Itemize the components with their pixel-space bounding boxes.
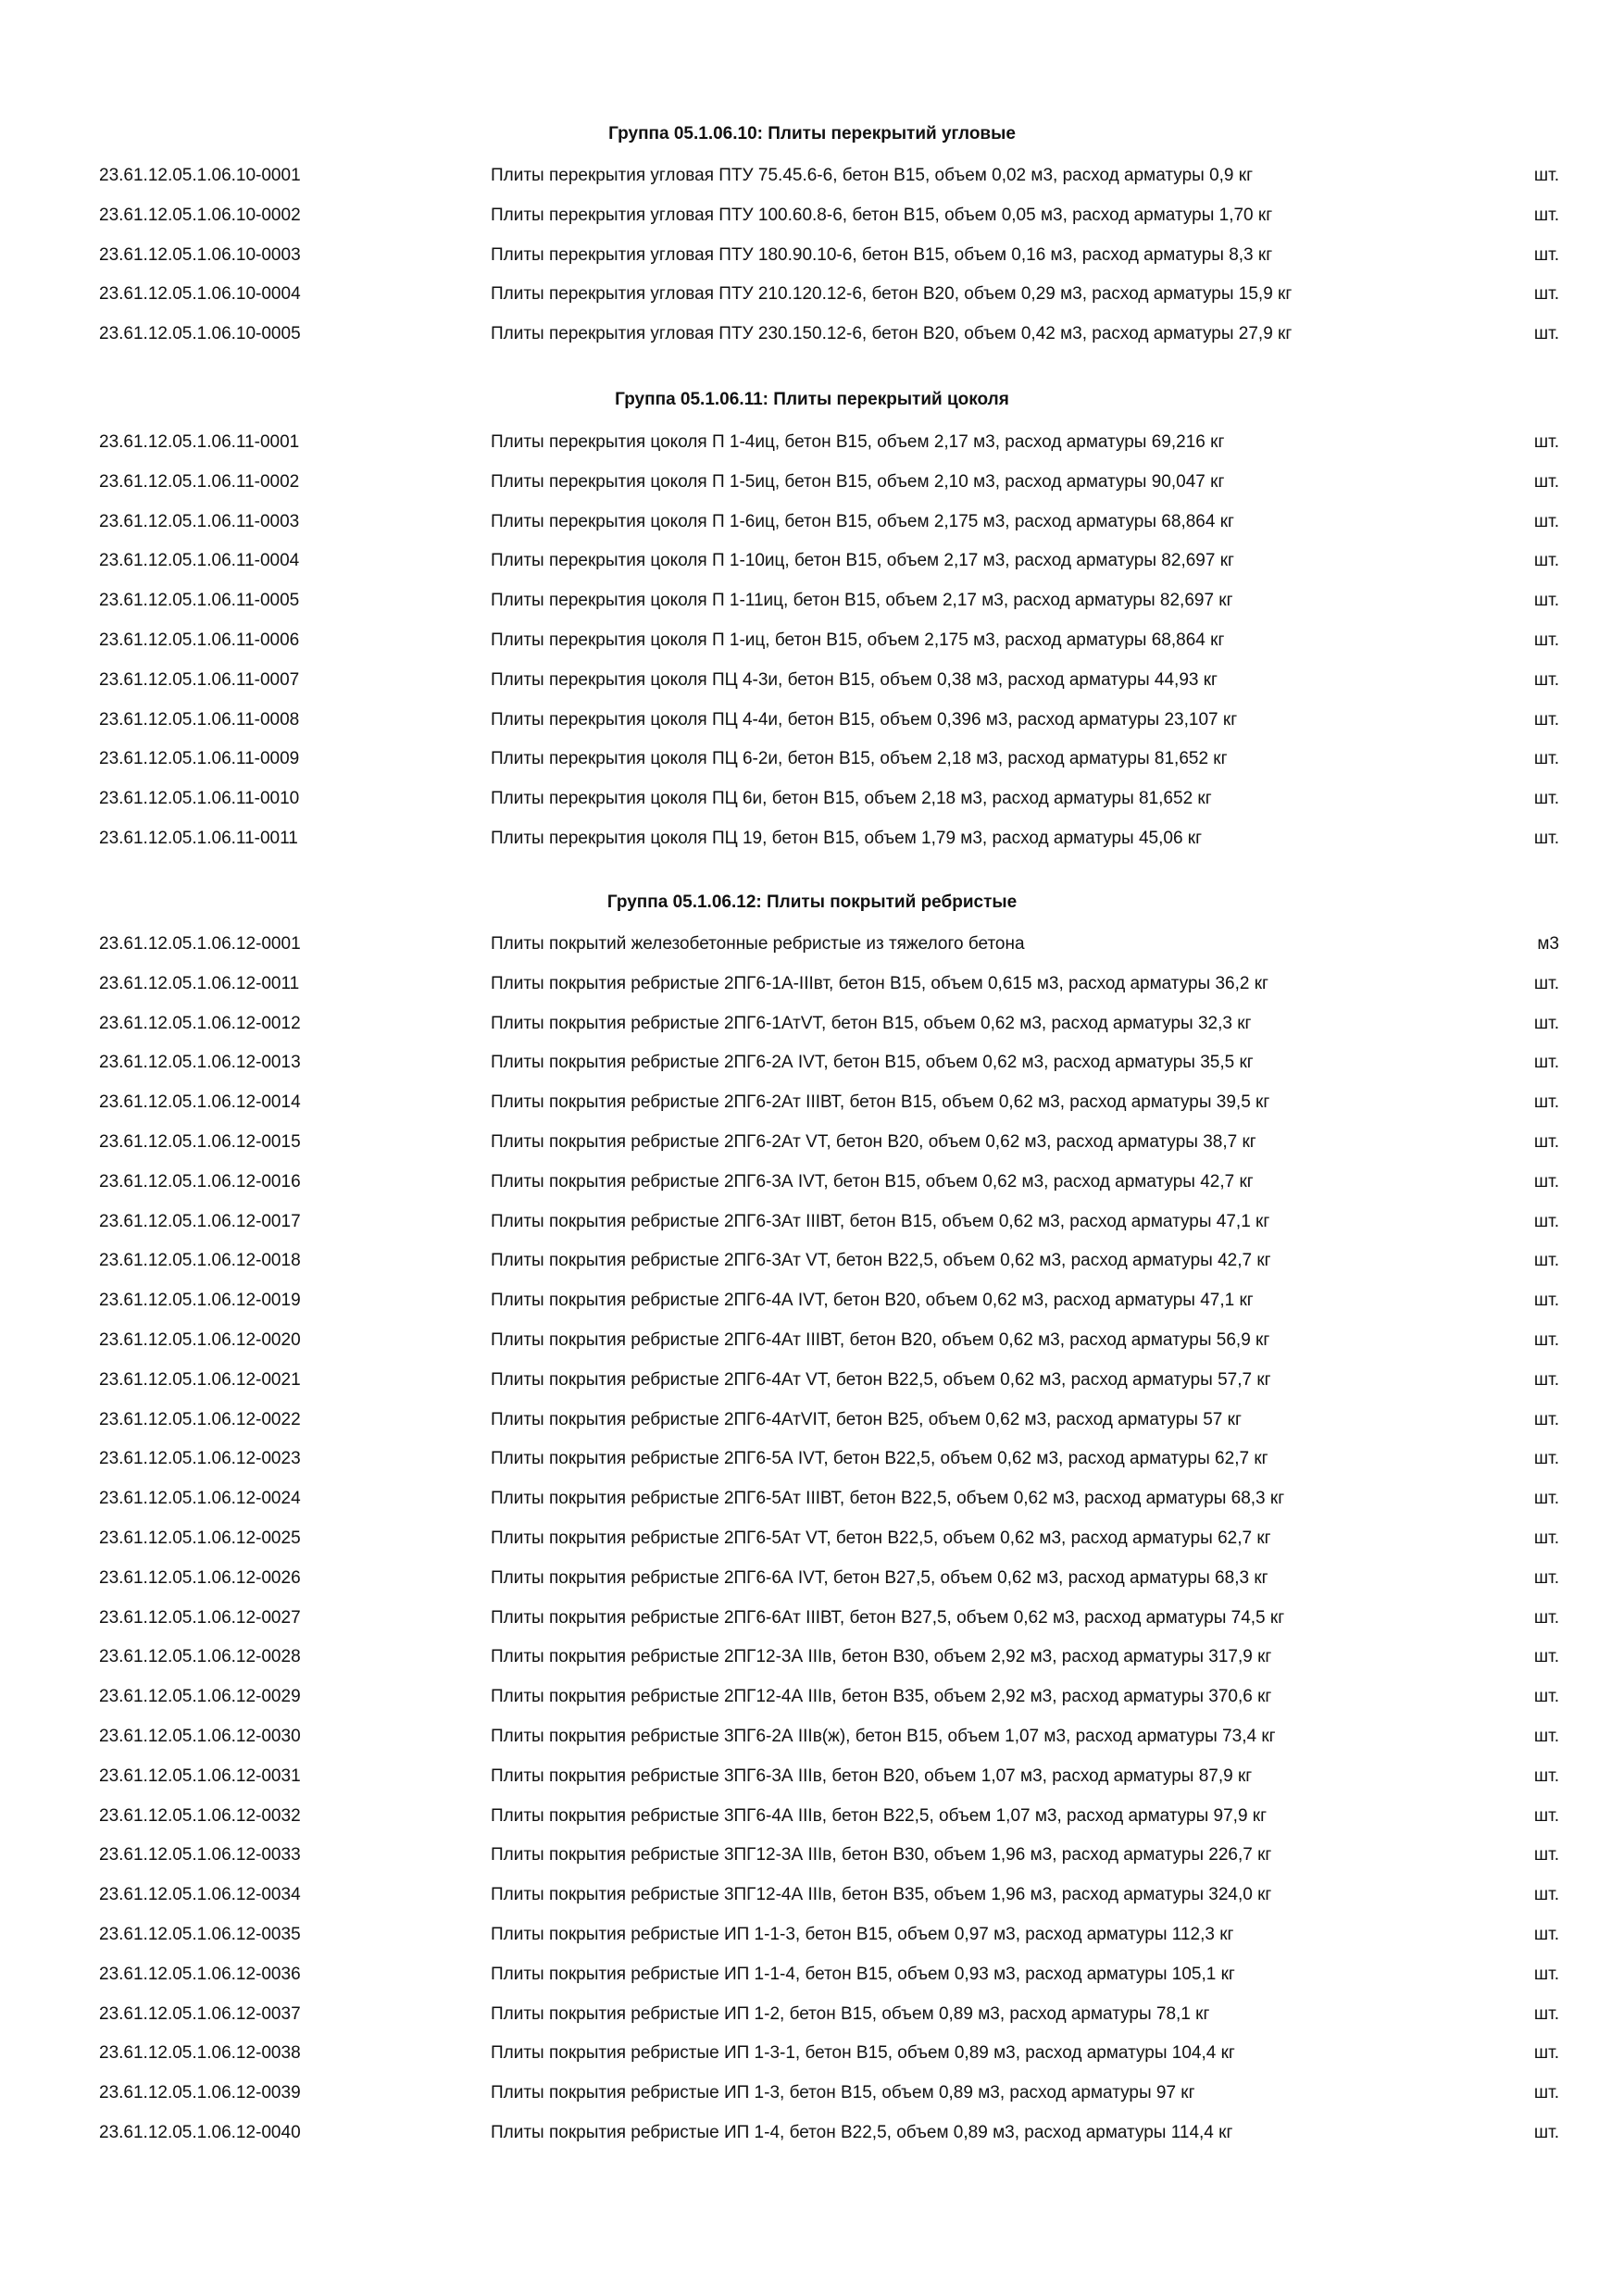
table-row (0, 1485, 1624, 1513)
item-name: Плиты покрытия ребристые 3ПГ6-4А IIIв, бетон В22,5, объем 1,07 м3, расход арматуры 97,9 кг (491, 1806, 1268, 1826)
item-name: Плиты покрытия ребристые 3ПГ6-3А IIIв, бетон В20, объем 1,07 м3, расход арматуры 87,9 кг (491, 1766, 1253, 1786)
table-row (0, 1366, 1624, 1394)
table-row (0, 281, 1624, 308)
table-row (0, 1010, 1624, 1038)
item-name: Плиты покрытия ребристые ИП 1-1-3, бетон В15, объем 0,97 м3, расход арматуры 112,3 кг (491, 1925, 1234, 1944)
item-name: Плиты перекрытия цоколя П 1-5иц, бетон В15, объем 2,10 м3, расход арматуры 90,047 кг (491, 472, 1225, 492)
item-code: 23.61.12.05.1.06.12-0012 (99, 1014, 301, 1033)
item-name: Плиты покрытия ребристые 2ПГ6-6Ат IIIВТ, бетон В27,5, объем 0,62 м3, расход арматуры 74,5 кг (491, 1608, 1285, 1628)
item-name: Плиты покрытия ребристые ИП 1-4, бетон В22,5, объем 0,89 м3, расход арматуры 114,4 кг (491, 2123, 1233, 2142)
item-code: 23.61.12.05.1.06.12-0018 (99, 1251, 301, 1270)
item-unit: шт. (1533, 1568, 1559, 1588)
item-unit: шт. (1533, 670, 1559, 690)
item-code: 23.61.12.05.1.06.11-0007 (99, 670, 300, 690)
item-name: Плиты покрытия ребристые 2ПГ6-4АтVIТ, бетон В25, объем 0,62 м3, расход арматуры 57 кг (491, 1410, 1242, 1429)
item-code: 23.61.12.05.1.06.12-0011 (99, 974, 300, 993)
item-unit: шт. (1533, 1132, 1559, 1152)
table-row (0, 1089, 1624, 1117)
item-name: Плиты покрытия ребристые 3ПГ6-2А IIIв(ж), бетон В15, объем 1,07 м3, расход арматуры 73,4 кг (491, 1727, 1276, 1746)
item-name: Плиты покрытия ребристые 2ПГ6-1А-IIIвт, бетон В15, объем 0,615 м3, расход арматуры 36,2 кг (491, 974, 1268, 993)
item-name: Плиты покрытия ребристые 2ПГ12-4А IIIв, бетон В35, объем 2,92 м3, расход арматуры 370,6 кг (491, 1687, 1272, 1706)
item-unit: шт. (1533, 1291, 1559, 1310)
table-row (0, 1168, 1624, 1196)
item-unit: шт. (1533, 432, 1559, 452)
item-unit: шт. (1533, 1172, 1559, 1192)
item-unit: шт. (1533, 1092, 1559, 1112)
item-name: Плиты покрытия ребристые 2ПГ6-1АтVТ, бетон В15, объем 0,62 м3, расход арматуры 32,3 кг (491, 1014, 1252, 1033)
table-row (0, 1525, 1624, 1553)
table-row (0, 320, 1624, 348)
item-name: Плиты покрытия ребристые 2ПГ6-5Ат VТ, бетон В22,5, объем 0,62 м3, расход арматуры 62,7 кг (491, 1529, 1271, 1548)
item-code: 23.61.12.05.1.06.12-0013 (99, 1053, 301, 1072)
item-code: 23.61.12.05.1.06.11-0004 (99, 551, 300, 570)
item-unit: шт. (1533, 1608, 1559, 1628)
item-unit: шт. (1533, 829, 1559, 848)
item-name: Плиты покрытия ребристые 3ПГ12-3А IIIв, бетон В30, объем 1,96 м3, расход арматуры 226,7 кг (491, 1845, 1272, 1865)
item-name: Плиты покрытия ребристые 2ПГ6-4Ат VТ, бетон В22,5, объем 0,62 м3, расход арматуры 57,7 кг (491, 1370, 1271, 1390)
item-unit: шт. (1533, 1647, 1559, 1666)
item-code: 23.61.12.05.1.06.11-0002 (99, 472, 300, 492)
group-title: Группа 05.1.06.10: Плиты перекрытий угловые (608, 124, 1016, 144)
item-code: 23.61.12.05.1.06.11-0006 (99, 630, 300, 650)
item-code: 23.61.12.05.1.06.12-0001 (99, 934, 301, 954)
item-unit: шт. (1533, 630, 1559, 650)
item-name: Плиты перекрытия угловая ПТУ 210.120.12-6, бетон В20, объем 0,29 м3, расход арматуры 15,9 кг (491, 284, 1293, 304)
item-name: Плиты покрытия ребристые 2ПГ6-2Ат VТ, бетон В20, объем 0,62 м3, расход арматуры 38,7 кг (491, 1132, 1256, 1152)
table-row (0, 1049, 1624, 1077)
item-unit: шт. (1533, 1965, 1559, 1984)
item-unit: шт. (1533, 789, 1559, 808)
item-unit: шт. (1533, 1370, 1559, 1390)
table-row (0, 547, 1624, 575)
item-unit: шт. (1533, 512, 1559, 531)
item-unit: шт. (1533, 1410, 1559, 1429)
item-code: 23.61.12.05.1.06.12-0034 (99, 1885, 301, 1904)
item-unit: шт. (1533, 472, 1559, 492)
table-row (0, 508, 1624, 536)
item-code: 23.61.12.05.1.06.12-0022 (99, 1410, 301, 1429)
table-row (0, 1565, 1624, 1592)
item-unit: шт. (1533, 2083, 1559, 2103)
item-unit: шт. (1533, 1014, 1559, 1033)
item-code: 23.61.12.05.1.06.10-0004 (99, 284, 301, 304)
table-row (0, 202, 1624, 230)
item-unit: шт. (1533, 284, 1559, 304)
item-code: 23.61.12.05.1.06.11-0008 (99, 710, 300, 730)
table-row (0, 1763, 1624, 1791)
item-name: Плиты покрытия ребристые 2ПГ6-5А IVТ, бетон В22,5, объем 0,62 м3, расход арматуры 62,7 кг (491, 1449, 1268, 1468)
item-unit: шт. (1533, 1212, 1559, 1231)
item-code: 23.61.12.05.1.06.12-0029 (99, 1687, 301, 1706)
table-row (0, 2001, 1624, 2028)
table-row (0, 1208, 1624, 1236)
item-name: Плиты перекрытия цоколя П 1-10иц, бетон В15, объем 2,17 м3, расход арматуры 82,697 кг (491, 551, 1234, 570)
item-code: 23.61.12.05.1.06.10-0002 (99, 206, 301, 225)
table-row (0, 1921, 1624, 1949)
table-row (0, 825, 1624, 853)
item-name: Плиты покрытия ребристые 2ПГ6-4А IVТ, бетон В20, объем 0,62 м3, расход арматуры 47,1 кг (491, 1291, 1254, 1310)
table-row (0, 1723, 1624, 1751)
table-row (0, 242, 1624, 269)
item-name: Плиты покрытия ребристые 2ПГ6-6А IVТ, бетон В27,5, объем 0,62 м3, расход арматуры 68,3 кг (491, 1568, 1268, 1588)
item-unit: шт. (1533, 245, 1559, 265)
item-name: Плиты перекрытия угловая ПТУ 75.45.6-6, бетон В15, объем 0,02 м3, расход арматуры 0,9 кг (491, 166, 1254, 185)
table-row (0, 1287, 1624, 1315)
group-title: Группа 05.1.06.12: Плиты покрытий ребристые (606, 892, 1018, 912)
table-row (0, 1604, 1624, 1632)
table-row (0, 930, 1624, 958)
item-code: 23.61.12.05.1.06.12-0024 (99, 1489, 301, 1508)
item-name: Плиты перекрытия угловая ПТУ 100.60.8-6, бетон В15, объем 0,05 м3, расход арматуры 1,70 кг (491, 206, 1273, 225)
item-unit: шт. (1533, 166, 1559, 185)
item-unit: шт. (1533, 551, 1559, 570)
item-unit: шт. (1533, 1053, 1559, 1072)
table-row (0, 1327, 1624, 1354)
item-unit: шт. (1533, 1251, 1559, 1270)
item-name: Плиты перекрытия цоколя ПЦ 6-2и, бетон В15, объем 2,18 м3, расход арматуры 81,652 кг (491, 749, 1228, 768)
item-name: Плиты перекрытия цоколя ПЦ 4-4и, бетон В15, объем 0,396 м3, расход арматуры 23,107 кг (491, 710, 1238, 730)
item-code: 23.61.12.05.1.06.12-0023 (99, 1449, 301, 1468)
item-unit: шт. (1533, 1806, 1559, 1826)
item-code: 23.61.12.05.1.06.11-0011 (99, 829, 298, 848)
group-title: Группа 05.1.06.11: Плиты перекрытий цоколя (615, 390, 1009, 409)
table-row (0, 1129, 1624, 1156)
item-unit: м3 (1537, 934, 1559, 954)
item-code: 23.61.12.05.1.06.12-0027 (99, 1608, 301, 1628)
item-code: 23.61.12.05.1.06.12-0017 (99, 1212, 301, 1231)
item-name: Плиты перекрытия цоколя П 1-11иц, бетон В15, объем 2,17 м3, расход арматуры 82,697 кг (491, 591, 1233, 610)
item-code: 23.61.12.05.1.06.12-0033 (99, 1845, 301, 1865)
item-code: 23.61.12.05.1.06.12-0036 (99, 1965, 301, 1984)
item-name: Плиты перекрытия цоколя П 1-4иц, бетон В15, объем 2,17 м3, расход арматуры 69,216 кг (491, 432, 1225, 452)
table-row (0, 2079, 1624, 2107)
item-unit: шт. (1533, 1885, 1559, 1904)
item-unit: шт. (1533, 1727, 1559, 1746)
table-row (0, 627, 1624, 655)
table-row (0, 970, 1624, 998)
item-name: Плиты покрытия ребристые ИП 1-3, бетон В15, объем 0,89 м3, расход арматуры 97 кг (491, 2083, 1195, 2103)
item-code: 23.61.12.05.1.06.12-0025 (99, 1529, 301, 1548)
item-unit: шт. (1533, 2004, 1559, 2024)
item-name: Плиты покрытия ребристые 2ПГ6-3А IVТ, бетон В15, объем 0,62 м3, расход арматуры 42,7 кг (491, 1172, 1254, 1192)
item-code: 23.61.12.05.1.06.12-0038 (99, 2043, 301, 2063)
item-code: 23.61.12.05.1.06.11-0003 (99, 512, 300, 531)
item-name: Плиты перекрытия цоколя П 1-6иц, бетон В15, объем 2,175 м3, расход арматуры 68,864 кг (491, 512, 1234, 531)
item-code: 23.61.12.05.1.06.12-0037 (99, 2004, 301, 2024)
item-unit: шт. (1533, 710, 1559, 730)
item-unit: шт. (1533, 324, 1559, 343)
item-code: 23.61.12.05.1.06.12-0015 (99, 1132, 301, 1152)
table-row (0, 1881, 1624, 1909)
item-code: 23.61.12.05.1.06.12-0035 (99, 1925, 301, 1944)
table-row (0, 468, 1624, 496)
item-name: Плиты покрытия ребристые 2ПГ6-2Ат IIIВТ, бетон В15, объем 0,62 м3, расход арматуры 39,5 кг (491, 1092, 1270, 1112)
table-row (0, 1643, 1624, 1671)
item-code: 23.61.12.05.1.06.12-0031 (99, 1766, 301, 1786)
item-name: Плиты покрытия ребристые ИП 1-1-4, бетон В15, объем 0,93 м3, расход арматуры 105,1 кг (491, 1965, 1235, 1984)
table-row (0, 2119, 1624, 2147)
item-unit: шт. (1533, 591, 1559, 610)
item-code: 23.61.12.05.1.06.12-0026 (99, 1568, 301, 1588)
item-unit: шт. (1533, 1687, 1559, 1706)
item-name: Плиты перекрытия цоколя ПЦ 6и, бетон В15, объем 2,18 м3, расход арматуры 81,652 кг (491, 789, 1212, 808)
table-row (0, 1961, 1624, 1989)
item-unit: шт. (1533, 974, 1559, 993)
item-name: Плиты перекрытия угловая ПТУ 180.90.10-6, бетон В15, объем 0,16 м3, расход арматуры 8,3 кг (491, 245, 1273, 265)
table-row (0, 2040, 1624, 2067)
item-name: Плиты покрытия ребристые 2ПГ6-2А IVТ, бетон В15, объем 0,62 м3, расход арматуры 35,5 кг (491, 1053, 1254, 1072)
item-code: 23.61.12.05.1.06.10-0003 (99, 245, 301, 265)
table-row (0, 1247, 1624, 1275)
table-row (0, 162, 1624, 190)
table-row (0, 1683, 1624, 1711)
item-unit: шт. (1533, 2123, 1559, 2142)
item-name: Плиты перекрытия угловая ПТУ 230.150.12-6, бетон В20, объем 0,42 м3, расход арматуры 27,9 кг (491, 324, 1293, 343)
table-row (0, 785, 1624, 813)
item-name: Плиты покрытия ребристые 2ПГ12-3А IIIв, бетон В30, объем 2,92 м3, расход арматуры 317,9 кг (491, 1647, 1272, 1666)
item-unit: шт. (1533, 1766, 1559, 1786)
item-code: 23.61.12.05.1.06.12-0028 (99, 1647, 301, 1666)
item-code: 23.61.12.05.1.06.12-0040 (99, 2123, 301, 2142)
item-unit: шт. (1533, 1449, 1559, 1468)
table-row (0, 1841, 1624, 1869)
item-code: 23.61.12.05.1.06.11-0005 (99, 591, 300, 610)
item-code: 23.61.12.05.1.06.10-0005 (99, 324, 301, 343)
item-unit: шт. (1533, 1845, 1559, 1865)
item-name: Плиты перекрытия цоколя ПЦ 19, бетон В15, объем 1,79 м3, расход арматуры 45,06 кг (491, 829, 1203, 848)
item-code: 23.61.12.05.1.06.12-0014 (99, 1092, 301, 1112)
table-row (0, 745, 1624, 773)
item-unit: шт. (1533, 206, 1559, 225)
item-code: 23.61.12.05.1.06.12-0032 (99, 1806, 301, 1826)
item-unit: шт. (1533, 1330, 1559, 1350)
item-name: Плиты покрытия ребристые ИП 1-2, бетон В15, объем 0,89 м3, расход арматуры 78,1 кг (491, 2004, 1210, 2024)
table-row (0, 667, 1624, 694)
item-code: 23.61.12.05.1.06.11-0001 (99, 432, 300, 452)
item-unit: шт. (1533, 1489, 1559, 1508)
table-row (0, 429, 1624, 456)
item-name: Плиты покрытия ребристые 2ПГ6-3Ат IIIВТ, бетон В15, объем 0,62 м3, расход арматуры 47,1 кг (491, 1212, 1270, 1231)
item-name: Плиты покрытия ребристые 2ПГ6-5Ат IIIВТ, бетон В22,5, объем 0,62 м3, расход арматуры 68,3 кг (491, 1489, 1285, 1508)
item-code: 23.61.12.05.1.06.11-0009 (99, 749, 300, 768)
table-row (0, 587, 1624, 615)
item-code: 23.61.12.05.1.06.10-0001 (99, 166, 301, 185)
item-name: Плиты покрытия ребристые 3ПГ12-4А IIIв, бетон В35, объем 1,96 м3, расход арматуры 324,0 кг (491, 1885, 1272, 1904)
item-unit: шт. (1533, 2043, 1559, 2063)
item-name: Плиты покрытия ребристые 2ПГ6-4Ат IIIВТ, бетон В20, объем 0,62 м3, расход арматуры 56,9 кг (491, 1330, 1270, 1350)
item-unit: шт. (1533, 1529, 1559, 1548)
item-code: 23.61.12.05.1.06.12-0021 (99, 1370, 301, 1390)
item-code: 23.61.12.05.1.06.12-0039 (99, 2083, 301, 2103)
item-name: Плиты покрытий железобетонные ребристые из тяжелого бетона (491, 934, 1025, 954)
item-name: Плиты перекрытия цоколя П 1-иц, бетон В15, объем 2,175 м3, расход арматуры 68,864 кг (491, 630, 1225, 650)
table-row (0, 1406, 1624, 1434)
item-code: 23.61.12.05.1.06.12-0030 (99, 1727, 301, 1746)
table-row (0, 1445, 1624, 1473)
item-code: 23.61.12.05.1.06.12-0019 (99, 1291, 301, 1310)
table-row (0, 1803, 1624, 1830)
item-code: 23.61.12.05.1.06.12-0016 (99, 1172, 301, 1192)
item-code: 23.61.12.05.1.06.11-0010 (99, 789, 300, 808)
item-name: Плиты покрытия ребристые 2ПГ6-3Ат VТ, бетон В22,5, объем 0,62 м3, расход арматуры 42,7 кг (491, 1251, 1271, 1270)
table-row (0, 706, 1624, 734)
item-name: Плиты перекрытия цоколя ПЦ 4-3и, бетон В15, объем 0,38 м3, расход арматуры 44,93 кг (491, 670, 1218, 690)
item-unit: шт. (1533, 749, 1559, 768)
item-unit: шт. (1533, 1925, 1559, 1944)
item-code: 23.61.12.05.1.06.12-0020 (99, 1330, 301, 1350)
item-name: Плиты покрытия ребристые ИП 1-3-1, бетон В15, объем 0,89 м3, расход арматуры 104,4 кг (491, 2043, 1235, 2063)
